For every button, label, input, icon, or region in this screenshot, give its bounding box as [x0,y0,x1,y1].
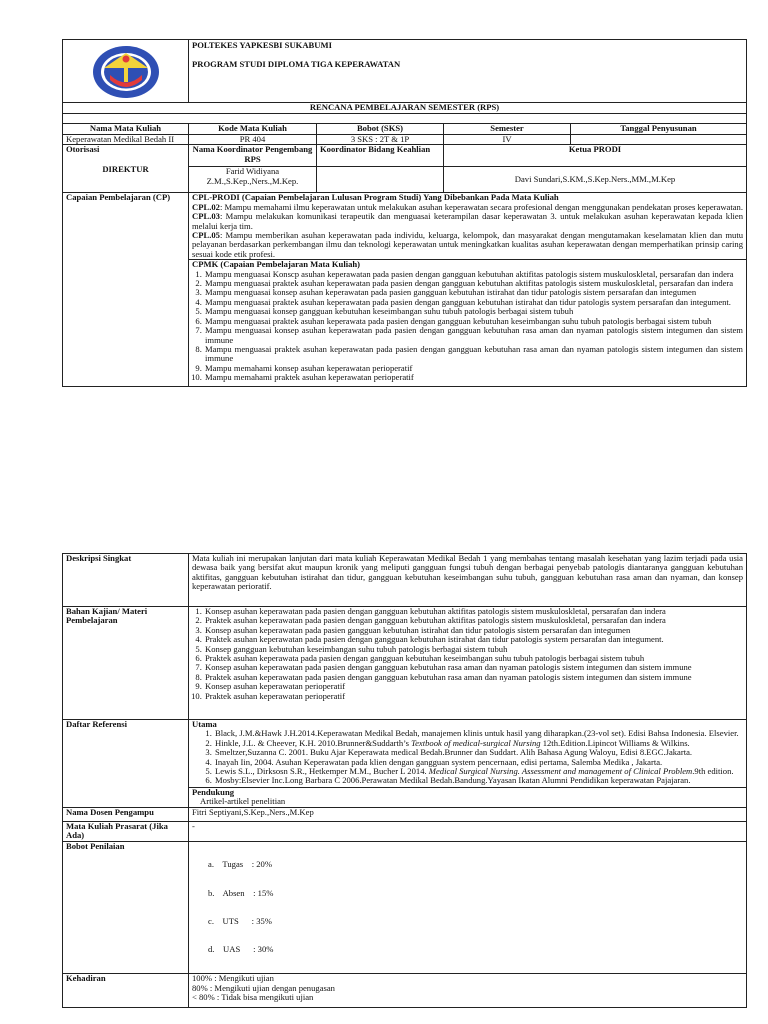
bahan-item: 4. Praktek asuhan keperawatan pada pasien dengan gangguan kebutuhan istirahat dan tidur patologis system persarafan dan integument. [204,635,743,644]
direktur-label: DIREKTUR [102,163,149,174]
col-nama-mk: Nama Mata Kuliah [63,124,189,135]
bobot-item: c. UTS : 35% [208,915,272,926]
deskripsi-label: Deskripsi Singkat [63,554,189,607]
rps-detail-table [62,553,747,1008]
cp-label: Capaian Pembelajaran (CP) [63,193,189,386]
otorisasi-label: Otorisasi [66,144,100,155]
referensi-item: 2. Hinkle, J.L. & Cheever, K.H. 2010.Brunner&Suddarth’s Textbook of medical-surgical Nursing 12th.Edition.Lipincot Williams & Wilkins. [214,739,743,748]
bobot-item: b. Absen : 15% [208,887,274,898]
kehadiran-label: Kehadiran [63,974,189,1008]
cpmk-item: 9. Mampu memahami konsep asuhan keperawatan perioperatif [204,364,743,373]
bahan-item: 9. Konsep asuhan keperawatan perioperatif [204,682,743,691]
ketua-prodi-label: Ketua PRODI [444,145,747,167]
dosen-label: Nama Dosen Pengampu [63,807,189,821]
course-name: Keperawatan Medikal Bedah II [63,135,189,145]
koordinator-rps-label: Nama Koordinator Pengembang RPS [189,145,317,167]
cpmk-item: 10. Mampu memahami praktek asuhan keperawatan perioperatif [204,373,743,382]
referensi-utama-list [192,729,743,785]
cpmk-list [192,270,743,383]
bahan-item: 5. Konsep gangguan kebutuhan keseimbangan suhu tubuh patologis berbagai sistem tubuh [204,645,743,654]
bahan-item: 8. Praktek asuhan keperawatan pada pasien dengan gangguan kebutuhan rasa aman dan nyaman patologis sistem integumen dan sistem immune [204,673,743,682]
cpmk-item: 8. Mampu menguasai praktek asuhan keperawatan pada pasien dengan gangguan kebutuhan rasa aman dan nyaman patologis sistem integumen dan sistem immune [204,345,743,364]
cpmk-item: 5. Mampu menguasai konsep gangguan kebutuhan keseimbangan suhu tubuh patologis berbagai sistem tubuh [204,307,743,316]
referensi-item: 6. Mosby:Elsevier Inc.Long Barbara C 2006.Perawatan Medikal Bedah.Bandung.Yayasan Ikatan Alumni Pendidikan keperawatan Pajajaran. [214,776,743,785]
koordinator-title: Z.M.,S.Kep.,Ners.,M.Kep. [206,175,299,186]
rps-header-table [62,39,747,387]
spacer-row [63,114,747,124]
logo-cell [63,40,189,103]
bahan-item: 3. Konsep asuhan keperawatan pada pasien gangguan kebutuhan istirahat dan tidur patologis sistem persarafan dan integumen [204,626,743,635]
dosen-value: Fitri Septiyani,S.Kep.,Ners.,M.Kep [189,807,747,821]
kehadiran-line: 80% : Mengikuti ujian dengan penugasan [192,982,335,993]
referensi-pendukung-item: Artikel-artikel penelitian [200,796,286,807]
cpmk-item: 4. Mampu menguasai praktek asuhan keperawatan pada pasien dengan gangguan kebutuhan istirahat dan tidur patologis system persarafan dan integument. [204,298,743,307]
course-date [571,135,747,145]
cpl-title: CPL-PRODI (Capaian Pembelajaran Lulusan Program Studi) Yang Dibebankan Pada Mata Kuliah [192,192,559,203]
course-semester: IV [444,135,571,145]
referensi-item: 5. Lewis S.L., Dirksosn S.R., Hetkemper M.M., Bucher L 2014. Medical Surgical Nursing. Assessment and management of Clinical Problem.9th edition. [214,767,743,776]
bahan-item: 7. Konsep asuhan keperawatan pada pasien dengan gangguan kebutuhan rasa aman dan nyaman patologis sistem integumen dan sistem immune [204,663,743,672]
referensi-utama-label: Utama [192,719,217,729]
institution-logo [90,44,162,100]
bobot-item: a. Tugas : 20% [208,859,272,870]
document-title: RENCANA PEMBELAJARAN SEMESTER (RPS) [63,103,747,114]
bahan-item: 6. Praktek asuhan keperawata pada pasien dengan gangguan kebutuhan keseimbangan suhu tubuh patologis berbagai sistem tubuh [204,654,743,663]
course-code: PR 404 [189,135,317,145]
koordinator-bidang-name [317,167,444,193]
deskripsi-text: Mata kuliah ini merupakan lanjutan dari mata kuliah Keperawatan Medikal Bedah 1 yang membahas tentang masalah kesehatan yang lazim terjadi pada usia dewasa baik yang bersifat akut maupun kronik yang meliputi gangguan fungsi tubuh dengan berbagai penyebab patologis diantaranya gangguan kebutuhan aktifitas, gangguan kebutuhan istirahat dan tidur, gangguan kebutuhan keseimbangan suhu tubuh, gangguan kebutuhan rasa aman dan nyaman, dan konsep keperawatan perioratif. [189,554,747,607]
bobot-item: d. UAS : 30% [208,944,274,955]
cpl-item: CPL.05: Mampu memberikan asuhan keperawatan pada individu, keluarga, kelompok, dan masyarakat dengan mengutamakan keselamatan klien dan mutu pelayanan berdasarkan perkembangan ilmu dan teknologi keperawatan untuk meningkatkan kualitas asuhan keperawatan dengan memperhatikan prinsip caring sesuai kode etik profesi. [192,230,743,259]
bobot-penilaian-label: Bobot Penilaian [63,841,189,974]
referensi-item: 1. Black, J.M.&Hawk J.H.2014.Keperawatan Medikal Bedah, manajemen klinis untuk hasil yang diharapkan.(23-vol set). Edisi Bahsa Indonesia. Elsevier. [214,729,743,738]
col-kode-mk: Kode Mata Kuliah [189,124,317,135]
cpmk-item: 7. Mampu menguasai konsep asuhan keperawatan pada pasien dengan gangguan kebutuhan rasa aman dan nyaman patologis sistem integumen dan sistem immune [204,326,743,345]
course-credits: 3 SKS : 2T & 1P [317,135,444,145]
col-bobot: Bobot (SKS) [317,124,444,135]
col-semester: Semester [444,124,571,135]
cpmk-title: CPMK (Capaian Pembelajaran Mata Kuliah) [192,259,361,270]
program-name: PROGRAM STUDI DIPLOMA TIGA KEPERAWATAN [192,59,401,70]
referensi-item: 3. Smeltzer,Suzanna C. 2001. Buku Ajar Keperawata medical Bedah.Brunner dan Suddart. Alih Bahasa Agung Waloyu, Edisi 8.EGC.Jakarta. [214,748,743,757]
prasyarat-value: - [189,821,747,841]
cpl-item: CPL.02: Mampu memahami ilmu keperawatan untuk melakukan asuhan keperawatan secara profesional dengan menggunakan pendekatan proses keperawatan. [192,201,743,212]
institution-name: POLTEKES YAPKESBI SUKABUMI [192,40,332,50]
cpmk-item: 3. Mampu menguasai konsep asuhan keperawatan pada pasien gangguan kebutuhan istirahat dan tidur patologis sistem persarafan dan integumen [204,288,743,297]
koordinator-name: Farid Widiyana [225,166,280,177]
referensi-label: Daftar Referensi [63,720,189,808]
bahan-item: 1. Konsep asuhan keperawatan pada pasien dengan gangguan kebutuhan aktifitas patologis sistem muskuloskletal, persarafan dan indera [204,607,743,616]
bahan-list [192,607,743,701]
referensi-pendukung-label: Pendukung [192,787,235,797]
prasyarat-label: Mata Kuliah Prasarat (Jika Ada) [63,821,189,841]
bahan-item: 2. Praktek asuhan keperawatan pada pasien dengan gangguan kebutuhan aktifitas patologis sistem muskuloskletal, persarafan dan indera [204,616,743,625]
cpmk-item: 2. Mampu menguasai praktek asuhan keperawatan pada pasien dengan gangguan kebutuhan aktifitas patologis sistem muskuloskletal, persarafan dan indera [204,279,743,288]
bahan-item: 10. Praktek asuhan keperawatan perioperatif [204,692,743,701]
bahan-label: Bahan Kajian/ Materi Pembelajaran [63,607,189,720]
kehadiran-line: < 80% : Tidak bisa mengikuti ujian [192,992,314,1003]
col-tanggal: Tanggal Penyusunan [571,124,747,135]
cpl-item: CPL.03: Mampu melakukan komunikasi terapeutik dan menguasai keterampilan dasar keperawatan 3. untuk melakukan asuhan keperawatan kepada klien melalui kerja tim. [192,211,743,231]
referensi-item: 4. Inayah Iin, 2004. Asuhan Keperawatan pada klien dengan gangguan system pencernaan, edisi pertama, Salemba Medika , Jakarta. [214,758,743,767]
koordinator-bidang-label: Koordinator Bidang Keahlian [317,145,444,167]
cpmk-item: 6. Mampu menguasai praktek asuhan keperawata pada pasien dengan gangguan kebutuhan keseimbangan suhu tubuh patologis berbagai sistem tubuh [204,317,743,326]
kehadiran-line: 100% : Mengikuti ujian [192,973,274,984]
cpmk-item: 1. Mampu menguasai Konscp asuhan keperawatan pada pasien dengan gangguan kebutuhan aktifitas patologis sistem muskuloskletal, persarafan dan indera [204,270,743,279]
ketua-prodi-name: Davi Sundari,S.KM.,S.Kep.Ners.,MM.,M.Kep [444,167,747,193]
